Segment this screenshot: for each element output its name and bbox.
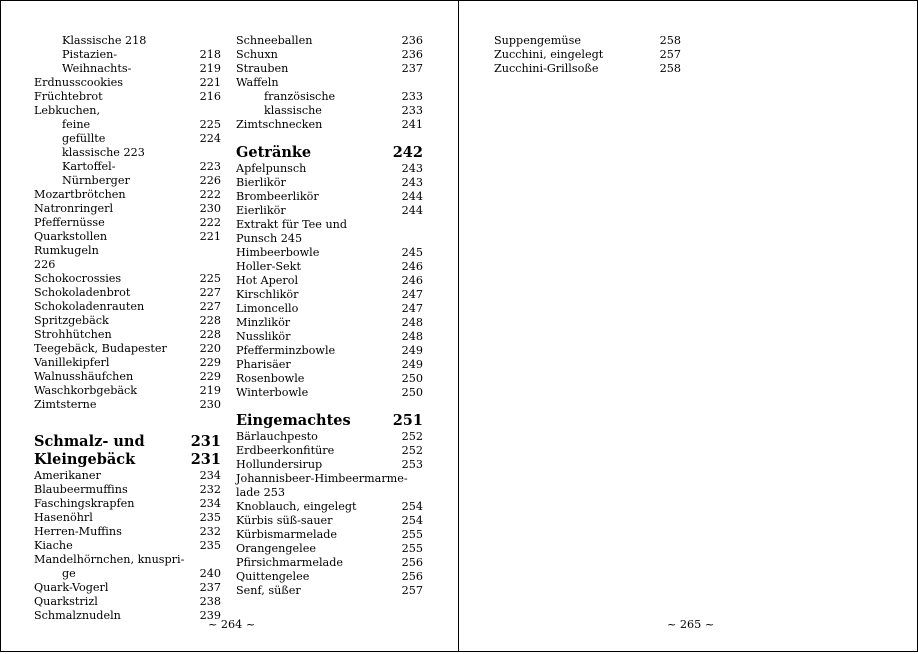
entry-label: Kürbis süß-sauer [236,514,333,527]
entry-label: Herren-Muffins [34,525,122,538]
index-entry [236,204,423,218]
entry-label: Zimtsterne [34,398,97,411]
entry-label: klassische [264,104,322,117]
page-left [0,0,459,652]
index-entry [34,272,221,286]
section-heading [236,412,423,430]
entry-page-number: 236 [401,48,423,61]
index-entry [34,342,221,356]
entry-label: Brombeerlikör [236,190,319,203]
section-heading [236,144,423,162]
index-entry [34,258,221,272]
entry-label: Kiache [34,539,73,552]
section-spacer [236,132,423,144]
entry-page-number: 230 [199,398,221,411]
entry-page-number: 254 [401,500,423,513]
entry-page-number: 247 [401,302,423,315]
entry-page-number: 253 [401,458,423,471]
entry-label: Weihnachts- [62,62,132,75]
entry-page-number: 248 [401,330,423,343]
index-entry [34,497,221,511]
entry-page-number: 230 [199,202,221,215]
entry-page-number: 219 [199,384,221,397]
entry-page-number: 258 [659,62,681,75]
index-entry [34,90,221,104]
entry-page-number: 227 [199,286,221,299]
entry-page-number: 249 [401,358,423,371]
index-entry [34,384,221,398]
entry-page-number: 240 [199,567,221,580]
entry-label: Spritzgebäck [34,314,109,327]
entry-label: Strauben [236,62,289,75]
entry-label: Strohhütchen [34,328,112,341]
index-entry [34,174,221,188]
entry-label: Schneeballen [236,34,313,47]
entry-label: Nürnberger [62,174,130,187]
entry-page-number: 221 [199,76,221,89]
entry-label: Zucchini-Grillsoße [494,62,599,75]
entry-label: Kartoffel- [62,160,116,173]
entry-page-number: 233 [401,104,423,117]
entry-page-number: 252 [401,444,423,457]
index-entry [236,162,423,176]
index-entry [236,556,423,570]
entry-page-number: 233 [401,90,423,103]
entry-page-number: 225 [199,118,221,131]
index-entry [236,104,423,118]
entry-label: Orangengelee [236,542,316,555]
entry-label: Blaubeermuffins [34,483,128,496]
entry-page-number: 229 [199,370,221,383]
entry-label: 226 [34,258,56,271]
index-entry [34,398,221,412]
entry-label: Lebkuchen, [34,104,101,117]
entry-page-number: 216 [199,90,221,103]
entry-page-number: 225 [199,272,221,285]
index-entry [34,553,221,567]
entry-label: Schuxn [236,48,278,61]
index-entry [34,511,221,525]
section-heading [34,451,221,469]
index-entry [34,314,221,328]
entry-label: Himbeerbowle [236,246,320,259]
entry-label: Rumkugeln [34,244,99,257]
entry-label: Minzlikör [236,316,291,329]
index-entry [236,514,423,528]
entry-label: Holler-Sekt [236,260,301,273]
entry-page-number: 234 [199,469,221,482]
entry-page-number: 242 [392,144,423,161]
entry-label: Mandelhörnchen, knuspri- [34,553,185,566]
index-entry [34,609,221,623]
entry-label: Hollundersirup [236,458,323,471]
index-entry [236,246,423,260]
entry-page-number: 256 [401,570,423,583]
index-entry [34,567,221,581]
entry-page-number: 244 [401,190,423,203]
index-entry [236,584,423,598]
entry-page-number: 218 [199,48,221,61]
entry-page-number: 255 [401,528,423,541]
entry-label: Extrakt für Tee und [236,218,348,231]
index-entry [236,330,423,344]
entry-page-number: 235 [199,539,221,552]
entry-page-number: 246 [401,274,423,287]
index-entry [236,288,423,302]
entry-page-number: 220 [199,342,221,355]
entry-label: Kleingebäck [34,451,136,468]
entry-page-number: 236 [401,34,423,47]
index-entry [236,34,423,48]
entry-page-number: 221 [199,230,221,243]
entry-label: Senf, süßer [236,584,301,597]
entry-label: Rosenbowle [236,372,305,385]
index-entry [34,328,221,342]
entry-label: Hasenöhrl [34,511,93,524]
index-entry [236,302,423,316]
entry-label: Schokocrossies [34,272,122,285]
entry-page-number: 258 [659,34,681,47]
index-column-2 [236,34,423,598]
entry-page-number: 257 [659,48,681,61]
index-entry [236,458,423,472]
entry-label: Natronringerl [34,202,114,215]
entry-label: Getränke [236,144,312,161]
entry-label: Pfeffernüsse [34,216,105,229]
index-entry [34,188,221,202]
entry-page-number: 219 [199,62,221,75]
entry-label: Apfelpunsch [236,162,307,175]
entry-label: Pharisäer [236,358,291,371]
entry-page-number: 250 [401,386,423,399]
entry-page-number: 248 [401,316,423,329]
index-entry [236,62,423,76]
entry-page-number: 249 [401,344,423,357]
entry-label: Walnusshäufchen [34,370,134,383]
index-entry [236,500,423,514]
index-entry [34,244,221,258]
entry-label: Amerikaner [34,469,101,482]
entry-label: Nusslikör [236,330,291,343]
entry-label: Bierlikör [236,176,286,189]
index-entry [236,528,423,542]
entry-label: Quark-Vogerl [34,581,109,594]
index-entry [34,286,221,300]
entry-page-number: 237 [401,62,423,75]
index-entry [34,370,221,384]
entry-label: Zucchini, eingelegt [494,48,604,61]
entry-page-number: 226 [199,174,221,187]
entry-page-number: 228 [199,314,221,327]
entry-label: Mozartbrötchen [34,188,126,201]
index-entry [34,62,221,76]
index-entry [494,62,681,76]
index-entry [236,372,423,386]
index-entry [236,316,423,330]
entry-page-number: 243 [401,176,423,189]
entry-label: Klassische 218 [62,34,147,47]
entry-page-number: 252 [401,430,423,443]
entry-page-number: 227 [199,300,221,313]
index-entry [236,118,423,132]
entry-label: Eierlikör [236,204,286,217]
entry-label: Schmalznudeln [34,609,121,622]
entry-label: Teegebäck, Budapester [34,342,167,355]
entry-label: ge [62,567,76,580]
entry-page-number: 244 [401,204,423,217]
entry-label: Vanillekipferl [34,356,110,369]
entry-page-number: 239 [199,609,221,622]
entry-label: Eingemachtes [236,412,351,429]
entry-label: Winterbowle [236,386,309,399]
index-entry [34,202,221,216]
index-entry [236,48,423,62]
entry-label: französische [264,90,336,103]
entry-page-number: 228 [199,328,221,341]
entry-page-number: 251 [392,412,423,429]
entry-page-number: 257 [401,584,423,597]
entry-label: Faschingskrapfen [34,497,135,510]
entry-label: Erdnusscookies [34,76,124,89]
entry-page-number: 247 [401,288,423,301]
entry-page-number: 231 [190,451,221,468]
entry-label: lade 253 [236,486,285,499]
entry-page-number: 254 [401,514,423,527]
entry-label: Limoncello [236,302,299,315]
index-entry [236,444,423,458]
entry-page-number: 224 [199,132,221,145]
entry-label: Waffeln [236,76,279,89]
entry-label: Kürbismarmelade [236,528,338,541]
index-column-1 [34,34,221,623]
entry-label: gefüllte [62,132,106,145]
entry-label: Pfefferminzbowle [236,344,336,357]
index-entry [34,216,221,230]
index-entry [34,595,221,609]
entry-page-number: 250 [401,372,423,385]
entry-page-number: 245 [401,246,423,259]
entry-label: Knoblauch, eingelegt [236,500,357,513]
entry-page-number: 243 [401,162,423,175]
index-entry [34,48,221,62]
index-entry [236,76,423,90]
index-entry [494,48,681,62]
section-spacer [236,400,423,412]
entry-page-number: 232 [199,483,221,496]
page-right [458,0,918,652]
entry-page-number: 223 [199,160,221,173]
entry-page-number: 246 [401,260,423,273]
section-spacer [34,412,221,433]
entry-label: Waschkorbgebäck [34,384,138,397]
index-entry [34,104,221,118]
index-entry [236,386,423,400]
entry-label: Suppengemüse [494,34,581,47]
index-entry [236,344,423,358]
entry-page-number: 235 [199,511,221,524]
index-entry [236,358,423,372]
entry-label: Punsch 245 [236,232,303,245]
entry-label: Pistazien- [62,48,118,61]
entry-page-number: 231 [190,433,221,450]
index-entry [236,260,423,274]
index-entry [34,539,221,553]
entry-label: Quittengelee [236,570,310,583]
index-entry [34,300,221,314]
entry-label: klassische 223 [62,146,145,159]
entry-page-number: 237 [199,581,221,594]
index-entry [34,356,221,370]
index-entry [236,190,423,204]
entry-page-number: 222 [199,216,221,229]
index-entry [236,570,423,584]
entry-label: Schmalz- und [34,433,145,450]
entry-label: Früchtebrot [34,90,103,103]
index-entry [236,274,423,288]
index-entry [34,525,221,539]
index-entry [236,90,423,104]
entry-label: feine [62,118,91,131]
index-entry [236,430,423,444]
entry-page-number: 241 [401,118,423,131]
entry-label: Erdbeerkonfitüre [236,444,335,457]
index-entry [34,483,221,497]
index-entry [34,34,221,48]
index-entry [236,472,423,486]
entry-label: Zimtschnecken [236,118,323,131]
entry-page-number: 234 [199,497,221,510]
index-entry [34,118,221,132]
entry-page-number: 256 [401,556,423,569]
entry-page-number: 232 [199,525,221,538]
index-entry [236,232,423,246]
entry-label: Schokoladenrauten [34,300,145,313]
index-entry [236,542,423,556]
index-column-3 [494,34,681,76]
entry-label: Kirschlikör [236,288,299,301]
entry-page-number: 238 [199,595,221,608]
index-entry [236,218,423,232]
entry-page-number: 255 [401,542,423,555]
entry-label: Hot Aperol [236,274,299,287]
entry-label: Johannisbeer-Himbeermarme- [236,472,408,485]
index-entry [34,76,221,90]
entry-page-number: 229 [199,356,221,369]
page-number-right: ~ 265 ~ [667,618,715,631]
entry-label: Quarkstollen [34,230,108,243]
index-entry [34,132,221,146]
index-entry [494,34,681,48]
index-entry [236,486,423,500]
index-entry [34,581,221,595]
entry-label: Schokoladenbrot [34,286,131,299]
entry-label: Bärlauchpesto [236,430,318,443]
index-entry [236,176,423,190]
index-entry [34,146,221,160]
index-entry [34,160,221,174]
index-entry [34,469,221,483]
section-heading [34,433,221,451]
page-number-left: ~ 264 ~ [208,618,256,631]
entry-page-number: 222 [199,188,221,201]
entry-label: Quarkstrizl [34,595,98,608]
entry-label: Pfirsichmarmelade [236,556,344,569]
index-entry [34,230,221,244]
